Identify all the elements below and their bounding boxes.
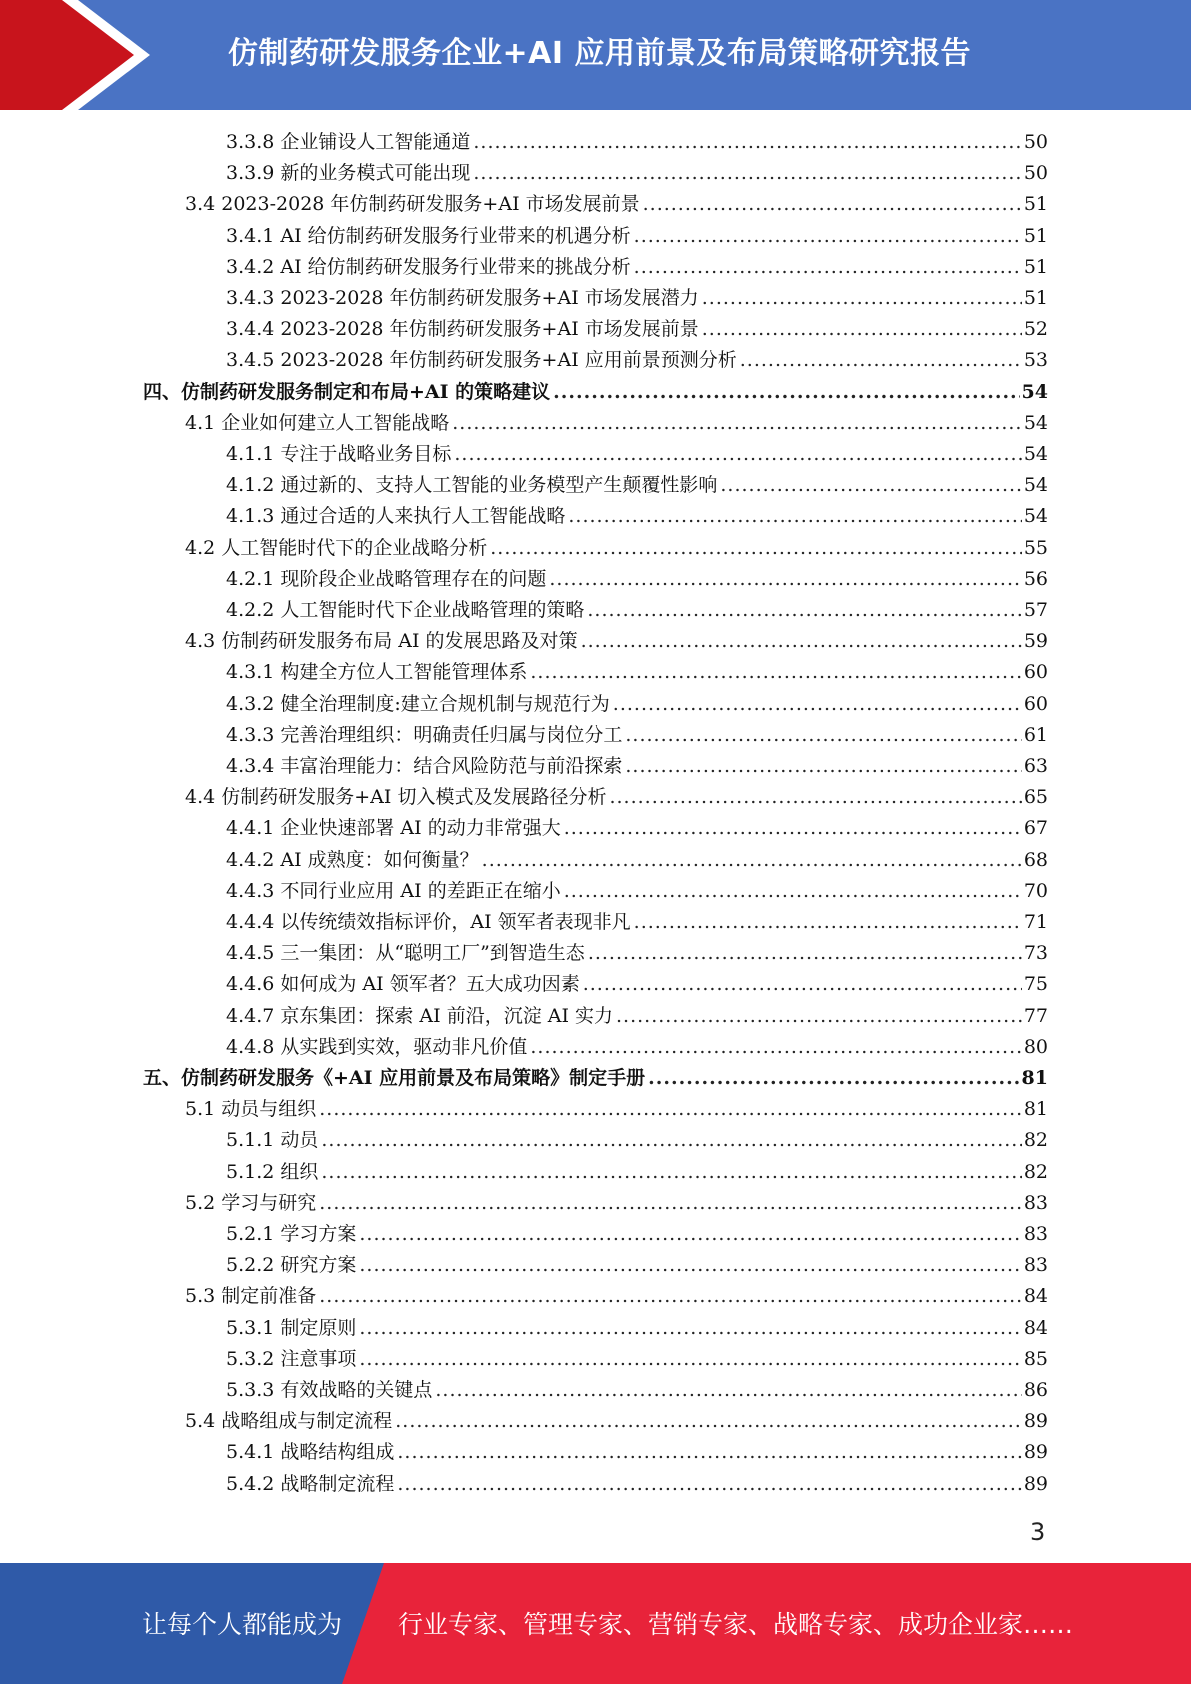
toc-entry-title: 4.1.3 通过合适的人来执行人工智能战略 <box>226 505 566 528</box>
toc-entry[interactable] <box>185 408 1048 439</box>
toc-entry-title: 5.1.2 组织 <box>226 1160 319 1183</box>
toc-entry[interactable] <box>185 533 1048 564</box>
toc-entry[interactable] <box>226 1313 1048 1344</box>
toc-dot-leader <box>319 1281 1022 1312</box>
toc-dot-leader <box>321 1125 1021 1156</box>
toc-entry-page: 56 <box>1023 567 1048 590</box>
toc-entry[interactable] <box>185 1281 1048 1312</box>
toc-entry-title: 5.4.1 战略结构组成 <box>226 1441 395 1464</box>
toc-entry-title: 5.4 战略组成与制定流程 <box>185 1410 393 1433</box>
toc-entry-title: 4.2.1 现阶段企业战略管理存在的问题 <box>226 567 547 590</box>
toc-entry-page: 60 <box>1023 692 1048 715</box>
toc-dot-leader <box>359 1219 1021 1250</box>
toc-dot-leader <box>588 938 1022 969</box>
toc-entry-title: 5.1.1 动员 <box>226 1129 319 1152</box>
toc-entry[interactable] <box>226 1219 1048 1250</box>
toc-entry[interactable] <box>226 314 1048 345</box>
toc-dot-leader <box>634 907 1022 938</box>
toc-dot-leader <box>613 689 1022 720</box>
toc-entry-title: 4.3.2 健全治理制度:建立合规机制与规范行为 <box>226 692 610 715</box>
toc-entry[interactable] <box>226 1469 1048 1500</box>
toc-entry-title: 3.4.4 2023-2028 年仿制药研发服务+AI 市场发展前景 <box>226 318 699 341</box>
toc-entry-page: 63 <box>1023 755 1048 777</box>
toc-entry[interactable] <box>226 501 1048 532</box>
toc-entry-page: 86 <box>1023 1379 1048 1401</box>
toc-entry[interactable] <box>226 564 1048 595</box>
toc-entry-page: 68 <box>1023 848 1048 871</box>
toc-entry-page: 59 <box>1023 630 1048 653</box>
toc-entry[interactable] <box>185 1406 1048 1437</box>
toc-dot-leader <box>702 283 1022 314</box>
toc-entry-page: 51 <box>1023 193 1048 216</box>
toc-entry-page: 54 <box>1023 505 1048 528</box>
toc-dot-leader <box>319 1188 1022 1219</box>
toc-entry-page: 84 <box>1023 1285 1048 1308</box>
toc-entry[interactable] <box>226 689 1048 720</box>
toc-entry[interactable] <box>226 876 1048 907</box>
toc-entry-title: 4.2 人工智能时代下的企业战略分析 <box>185 536 488 559</box>
toc-dot-leader <box>530 657 1021 688</box>
toc-entry[interactable] <box>226 938 1048 969</box>
toc-dot-leader <box>473 127 1021 158</box>
toc-entry-title: 4.3.4 丰富治理能力：结合风险防范与前沿探索 <box>226 755 623 777</box>
toc-dot-leader <box>359 1250 1021 1281</box>
toc-dot-leader <box>634 221 1022 252</box>
toc-dot-leader <box>581 626 1022 657</box>
toc-entry-title: 4.3 仿制药研发服务布局 AI 的发展思路及对策 <box>185 630 578 653</box>
toc-dot-leader <box>616 1001 1022 1032</box>
toc-entry[interactable] <box>226 221 1048 252</box>
toc-entry-title: 5.2 学习与研究 <box>185 1191 317 1214</box>
toc-entry[interactable] <box>226 657 1048 688</box>
toc-dot-leader <box>564 813 1022 844</box>
toc-dot-leader <box>564 876 1022 907</box>
toc-dot-leader <box>319 1094 1022 1125</box>
toc-entry-title: 4.4.6 如何成为 AI 领军者？五大成功因素 <box>226 973 580 996</box>
toc-dot-leader <box>740 345 1022 376</box>
toc-entry-title: 3.3.9 新的业务模式可能出现 <box>226 162 471 185</box>
toc-dot-leader <box>452 408 1022 439</box>
toc-entry-title: 4.4.5 三一集团：从“聪明工厂”到智造生态 <box>226 942 585 965</box>
toc-dot-leader <box>625 720 1021 751</box>
footer-slogan-left: 让每个人都能成为 <box>142 1610 343 1639</box>
toc-entry-page: 54 <box>1023 443 1048 465</box>
toc-entry-page: 50 <box>1023 131 1048 153</box>
toc-entry-title: 五、仿制药研发服务《+AI 应用前景及布局策略》制定手册 <box>143 1067 646 1089</box>
toc-entry[interactable] <box>226 1125 1048 1156</box>
toc-dot-leader <box>530 1032 1021 1063</box>
toc-entry[interactable] <box>226 751 1048 782</box>
toc-dot-leader <box>321 1157 1021 1188</box>
toc-entry-page: 75 <box>1023 973 1048 996</box>
toc-entry-title: 5.1 动员与组织 <box>185 1098 317 1121</box>
toc-dot-leader <box>490 533 1022 564</box>
footer-slogan-right: 行业专家、管理专家、营销专家、战略专家、成功企业家…… <box>398 1610 1074 1639</box>
toc-entry[interactable] <box>226 283 1048 314</box>
toc-entry[interactable] <box>185 189 1048 220</box>
toc-dot-leader <box>648 1063 1019 1094</box>
toc-entry[interactable] <box>226 470 1048 501</box>
toc-entry-page: 53 <box>1023 349 1048 372</box>
toc-entry-title: 5.3 制定前准备 <box>185 1285 317 1308</box>
toc-entry-page: 82 <box>1023 1129 1048 1152</box>
toc-entry-page: 54 <box>1023 411 1048 434</box>
toc-entry[interactable] <box>226 969 1048 1000</box>
toc-dot-leader <box>482 845 1022 876</box>
toc-entry-page: 81 <box>1021 1067 1048 1089</box>
toc-entry-page: 60 <box>1023 661 1048 684</box>
toc-entry-title: 四、仿制药研发服务制定和布局+AI 的策略建议 <box>143 380 551 403</box>
toc-entry[interactable] <box>226 127 1048 158</box>
toc-entry-page: 50 <box>1023 162 1048 185</box>
toc-entry[interactable] <box>226 1157 1048 1188</box>
toc-entry[interactable] <box>226 813 1048 844</box>
toc-dot-leader <box>702 314 1022 345</box>
toc-entry[interactable] <box>185 1094 1048 1125</box>
toc-entry-title: 4.4 仿制药研发服务+AI 切入模式及发展路径分析 <box>185 786 607 809</box>
toc-entry-title: 3.3.8 企业铺设人工智能通道 <box>226 131 471 153</box>
toc-dot-leader <box>609 782 1021 813</box>
toc-dot-leader <box>435 1375 1021 1406</box>
toc-entry[interactable] <box>226 1375 1048 1406</box>
toc-entry[interactable] <box>226 345 1048 376</box>
toc-dot-leader <box>583 969 1022 1000</box>
toc-entry-page: 61 <box>1023 723 1048 746</box>
toc-dot-leader <box>587 595 1021 626</box>
toc-entry[interactable] <box>226 1344 1048 1375</box>
toc-entry-title: 5.2.2 研究方案 <box>226 1254 357 1277</box>
toc-entry-page: 83 <box>1023 1191 1048 1214</box>
toc-entry-title: 4.3.3 完善治理组织：明确责任归属与岗位分工 <box>226 723 623 746</box>
toc-dot-leader <box>395 1406 1022 1437</box>
toc-entry-title: 4.1.1 专注于战略业务目标 <box>226 443 452 465</box>
page-header <box>0 0 1191 110</box>
toc-entry[interactable] <box>226 720 1048 751</box>
toc-entry[interactable] <box>226 439 1048 470</box>
toc-entry-page: 54 <box>1023 474 1048 497</box>
toc-entry[interactable] <box>226 1437 1048 1468</box>
toc-entry-page: 70 <box>1023 879 1048 902</box>
toc-dot-leader <box>553 377 1019 408</box>
toc-entry[interactable] <box>185 626 1048 657</box>
toc-entry[interactable] <box>226 252 1048 283</box>
toc-entry-page: 85 <box>1023 1347 1048 1370</box>
toc-entry[interactable] <box>226 1032 1048 1063</box>
toc-dot-leader <box>643 189 1022 220</box>
toc-dot-leader <box>720 470 1021 501</box>
toc-entry-title: 4.3.1 构建全方位人工智能管理体系 <box>226 661 528 684</box>
toc-entry-title: 5.2.1 学习方案 <box>226 1223 357 1245</box>
toc-entry[interactable] <box>143 1063 1048 1094</box>
toc-entry-page: 83 <box>1023 1223 1048 1245</box>
toc-entry[interactable] <box>226 595 1048 626</box>
toc-entry-page: 51 <box>1023 224 1048 247</box>
toc-entry[interactable] <box>185 1188 1048 1219</box>
toc-entry-page: 57 <box>1023 599 1048 621</box>
toc-entry-page: 81 <box>1023 1098 1048 1121</box>
toc-entry-title: 4.2.2 人工智能时代下企业战略管理的策略 <box>226 599 585 621</box>
toc-entry-title: 5.3.3 有效战略的关键点 <box>226 1379 433 1401</box>
toc-entry-page: 71 <box>1023 911 1048 933</box>
page-footer <box>0 1563 1191 1684</box>
toc-dot-leader <box>549 564 1021 595</box>
toc-dot-leader <box>397 1469 1021 1500</box>
toc-entry-page: 65 <box>1023 786 1048 809</box>
toc-entry-page: 82 <box>1023 1160 1048 1183</box>
toc-dot-leader <box>568 501 1021 532</box>
toc-entry-page: 73 <box>1023 942 1048 965</box>
toc-entry-page: 67 <box>1023 817 1048 840</box>
toc-entry-title: 3.4.3 2023-2028 年仿制药研发服务+AI 市场发展潜力 <box>226 287 699 309</box>
toc-entry[interactable] <box>226 158 1048 189</box>
toc-entry-title: 4.4.2 AI 成熟度：如何衡量？ <box>226 848 479 871</box>
toc-entry-page: 84 <box>1023 1316 1048 1339</box>
toc-entry-title: 3.4.2 AI 给仿制药研发服务行业带来的挑战分析 <box>226 255 631 278</box>
toc-entry-page: 55 <box>1023 536 1048 559</box>
toc-entry-title: 4.4.7 京东集团：探索 AI 前沿，沉淀 AI 实力 <box>226 1004 613 1027</box>
toc-entry-title: 4.4.3 不同行业应用 AI 的差距正在缩小 <box>226 879 561 902</box>
toc-entry-page: 80 <box>1023 1035 1048 1058</box>
toc-entry-page: 77 <box>1023 1004 1048 1027</box>
toc-entry-page: 51 <box>1023 287 1048 309</box>
toc-entry-page: 89 <box>1023 1410 1048 1433</box>
toc-entry-title: 5.4.2 战略制定流程 <box>226 1472 395 1495</box>
toc-dot-leader <box>359 1313 1021 1344</box>
toc-entry-title: 4.4.1 企业快速部署 AI 的动力非常强大 <box>226 817 561 840</box>
toc-dot-leader <box>634 252 1022 283</box>
page-number: 3 <box>1030 1518 1046 1546</box>
toc-entry-page: 51 <box>1023 255 1048 278</box>
toc-entry-title: 3.4 2023-2028 年仿制药研发服务+AI 市场发展前景 <box>185 193 640 216</box>
toc-entry-title: 4.1 企业如何建立人工智能战略 <box>185 411 450 434</box>
toc-entry-page: 89 <box>1023 1472 1048 1495</box>
toc-entry-title: 3.4.5 2023-2028 年仿制药研发服务+AI 应用前景预测分析 <box>226 349 737 372</box>
toc-entry[interactable] <box>226 1250 1048 1281</box>
toc-entry-title: 5.3.1 制定原则 <box>226 1316 357 1339</box>
toc-entry[interactable] <box>143 377 1048 408</box>
toc-entry-title: 3.4.1 AI 给仿制药研发服务行业带来的机遇分析 <box>226 224 631 247</box>
toc-dot-leader <box>454 439 1021 470</box>
toc-entry-page: 89 <box>1023 1441 1048 1464</box>
toc-entry-title: 4.1.2 通过新的、支持人工智能的业务模型产生颠覆性影响 <box>226 474 718 497</box>
toc-entry-title: 5.3.2 注意事项 <box>226 1347 357 1370</box>
toc-entry[interactable] <box>226 907 1048 938</box>
toc-entry[interactable] <box>185 782 1048 813</box>
toc-dot-leader <box>625 751 1021 782</box>
toc-entry[interactable] <box>226 1001 1048 1032</box>
toc-dot-leader <box>359 1344 1021 1375</box>
toc-entry-page: 83 <box>1023 1254 1048 1277</box>
toc-dot-leader <box>473 158 1021 189</box>
toc-dot-leader <box>397 1437 1021 1468</box>
toc-entry-page: 54 <box>1021 380 1048 403</box>
toc-entry-title: 4.4.8 从实践到实效，驱动非凡价值 <box>226 1035 528 1058</box>
toc-entry-page: 52 <box>1023 318 1048 341</box>
toc-entry[interactable] <box>226 845 1048 876</box>
toc-entry-title: 4.4.4 以传统绩效指标评价，AI 领军者表现非凡 <box>226 911 631 933</box>
report-title: 仿制药研发服务企业+AI 应用前景及布局策略研究报告 <box>228 36 971 71</box>
